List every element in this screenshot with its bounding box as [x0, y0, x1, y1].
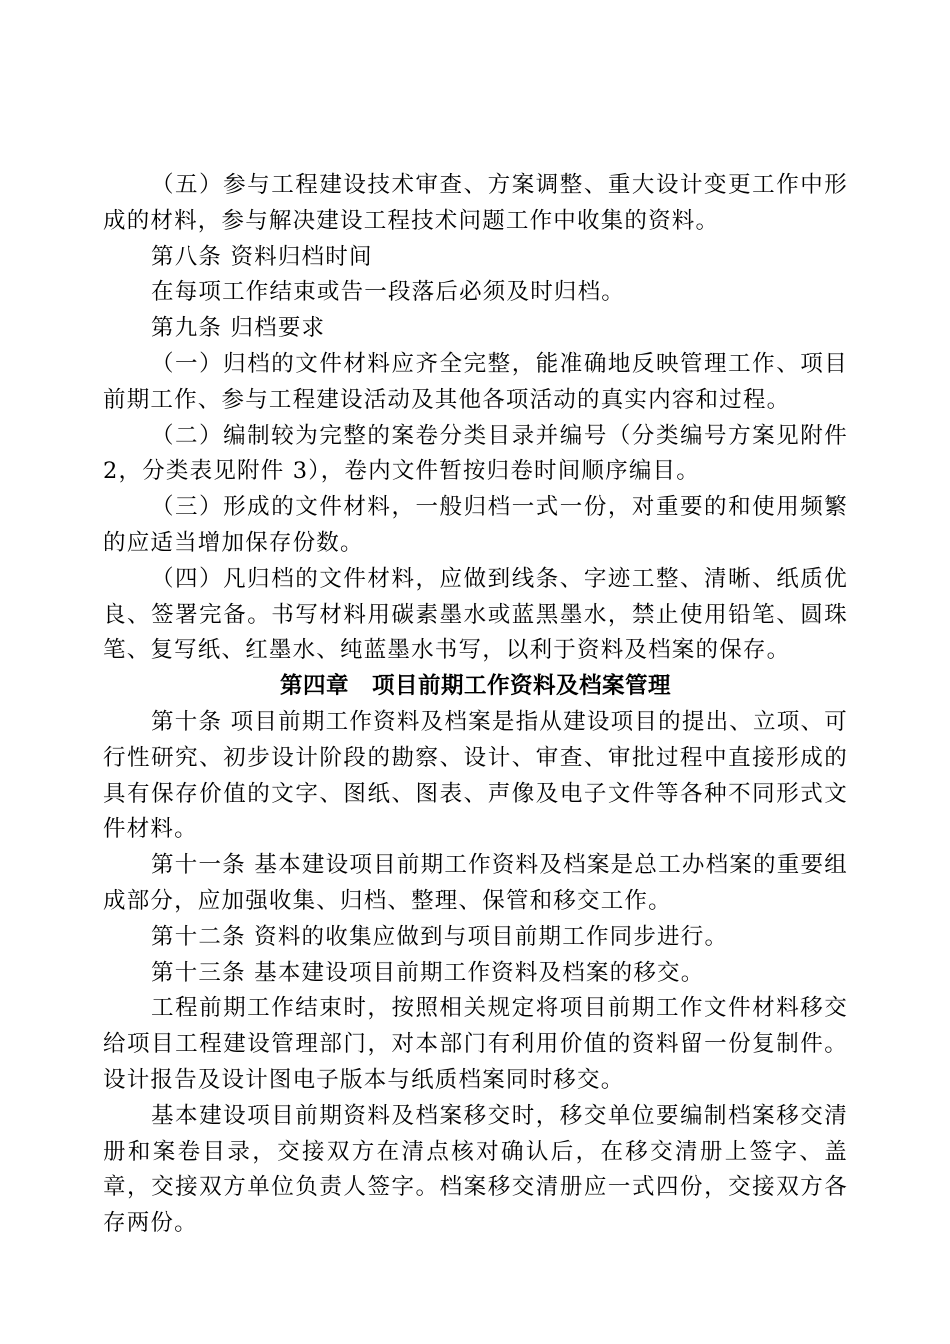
article-12: 第十二条 资料的收集应做到与项目前期工作同步进行。	[151, 923, 729, 950]
article-13-body-1: 工程前期工作结束时，按照相关规定将项目前期工作文件材料移交给项目工程建设管理部门，对本部门有利用价值的资料留一份复制件。设计报告及设计图电子版本与纸质档案同时移交。	[103, 995, 848, 1093]
paragraph-item-5: （五）参与工程建设技术审查、方案调整、重大设计变更工作中形成的材料，参与解决建设工程技术问题工作中收集的资料。	[103, 172, 848, 234]
chapter-heading: 第四章 项目前期工作资料及档案管理	[279, 673, 671, 700]
paragraph-item-4: （四）凡归档的文件材料，应做到线条、字迹工整、清晰、纸质优良、签署完备。书写材料用碳素墨水或蓝黑墨水，禁止使用铅笔、圆珠笔、复写纸、红墨水、纯蓝墨水书写，以利于资料及档案的保存。	[103, 565, 848, 664]
article-8-body: 在每项工作结束或告一段落后必须及时归档。	[151, 279, 626, 306]
article-10: 第十条 项目前期工作资料及档案是指从建设项目的提出、立项、可行性研究、初步设计阶段的勘察、设计、审查、审批过程中直接形成的具有保存价值的文字、图纸、图表、声像及电子文件等各种不同形式文件材料。	[103, 708, 848, 843]
article-13-body-2: 基本建设项目前期资料及档案移交时，移交单位要编制档案移交清册和案卷目录，交接双方在清点核对确认后，在移交清册上签字、盖章，交接双方单位负责人签字。档案移交清册应一式四份，交接双方各存两份。	[103, 1102, 848, 1237]
paragraph-item-1: （一）归档的文件材料应齐全完整，能准确地反映管理工作、项目前期工作、参与工程建设活动及其他各项活动的真实内容和过程。	[103, 350, 848, 413]
article-13-title: 第十三条 基本建设项目前期工作资料及档案的移交。	[151, 959, 705, 986]
article-11: 第十一条 基本建设项目前期工作资料及档案是总工办档案的重要组成部分，应加强收集、归档、整理、保管和移交工作。	[103, 852, 848, 914]
article-9-title: 第九条 归档要求	[151, 315, 326, 342]
paragraph-item-2: （二）编制较为完整的案卷分类目录并编号（分类编号方案见附件 2，分类表见附件 3），卷内文件暂按归卷时间顺序编目。	[103, 422, 848, 485]
paragraph-item-3: （三）形成的文件材料，一般归档一式一份，对重要的和使用频繁的应适当增加保存份数。	[103, 494, 848, 556]
article-8-title: 第八条 资料归档时间	[151, 243, 373, 270]
document-body	[103, 168, 848, 1242]
